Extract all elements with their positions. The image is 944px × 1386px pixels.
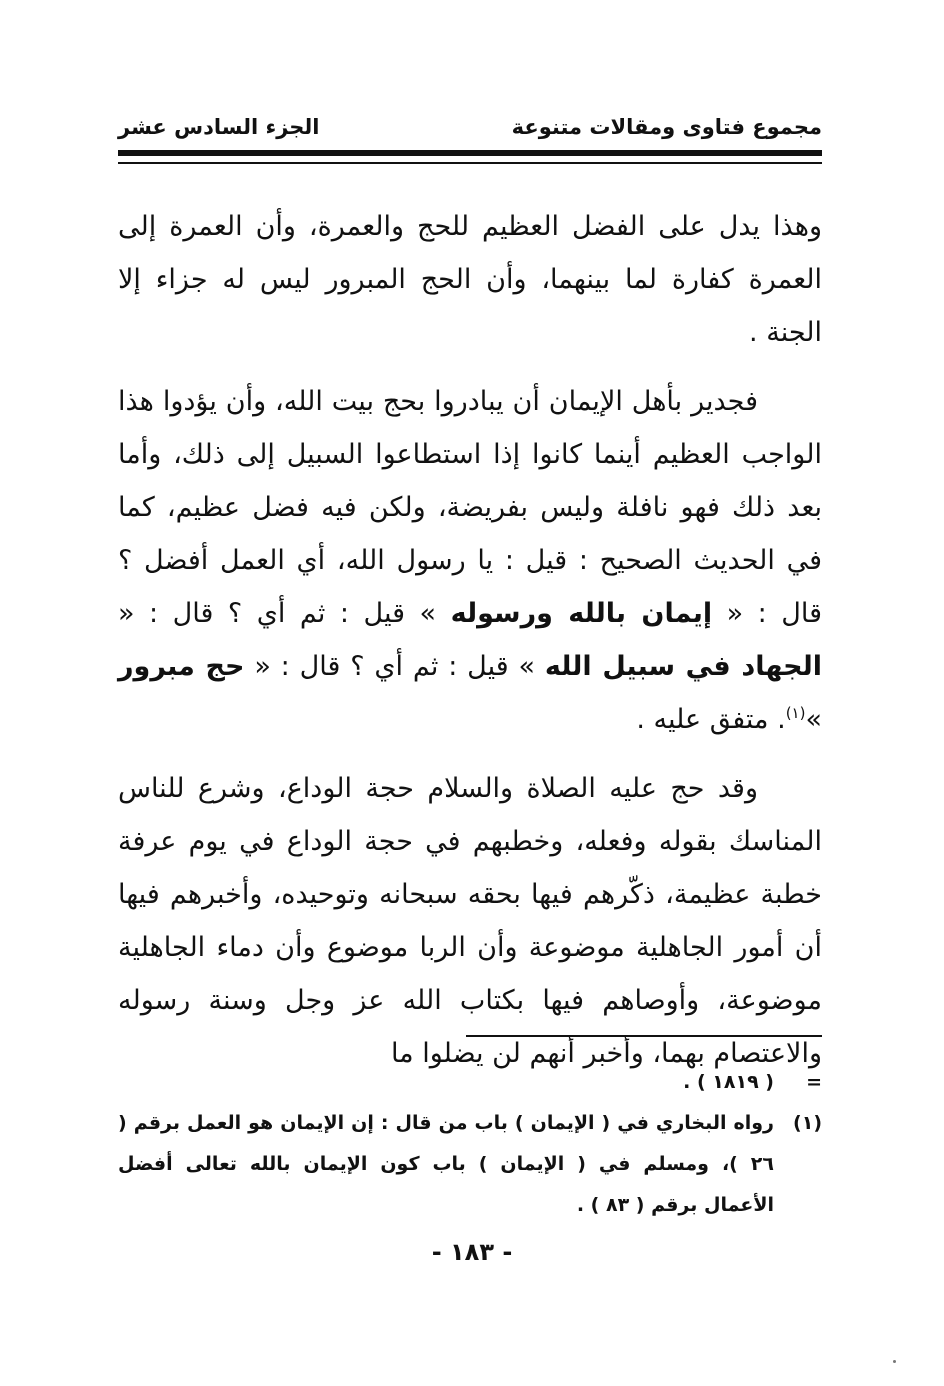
footnote-continuation-marker: = <box>806 1071 822 1093</box>
footnote-continuation <box>118 1062 822 1103</box>
footnote-separator <box>466 1035 822 1037</box>
footnotes <box>118 1062 822 1226</box>
running-header <box>118 112 822 142</box>
hadith-quote-1: إيمان بالله ورسوله <box>450 598 713 629</box>
paragraph-2 <box>118 375 822 746</box>
paragraph-2-text-c: » قيل : ثم أي ؟ قال : « <box>118 598 437 629</box>
volume-title: الجزء السادس عشر <box>118 115 320 139</box>
paragraph-2-text-e: » قيل : ثم أي ؟ قال : « <box>254 651 536 682</box>
page-number: - ١٨٣ - <box>431 1238 513 1266</box>
paragraph-2-text-h: . متفق عليه . <box>636 704 786 735</box>
footnote-reference[interactable]: (١) <box>785 704 806 722</box>
paragraph-2-text-g: » <box>805 704 822 735</box>
header-rule-thin <box>118 162 822 164</box>
scan-speck <box>893 1360 896 1363</box>
footnote-1-marker: (١) <box>793 1112 822 1134</box>
paragraph-1: وهذا يدل على الفضل العظيم للحج والعمرة، وأن العمرة إلى العمرة كفارة لما بينهما، وأن الحج المبرور ليس له جزاء إلا الجنة . <box>118 211 822 348</box>
book-title: مجموع فتاوى ومقالات متنوعة <box>511 115 822 139</box>
hadith-quote-2: الجهاد في سبيل الله <box>544 651 823 682</box>
paragraph-3: وقد حج عليه الصلاة والسلام حجة الوداع، وشرع للناس المناسك بقوله وفعله، وخطبهم في حجة الوداع في يوم عرفة خطبة عظيمة، ذكّرهم فيها بحقه سبحانه وتوحيده، وأخبرهم فيها أن أمور الجاهلية موضوعة وأن الربا موضوع وأن دماء الجاهلية موضوعة، وأوصاهم فيها بكتاب الله عز وجل وسنة رسوله والاعتصام بهما، وأخبر أنهم لن يضلوا ما <box>118 773 822 1069</box>
paragraph-2-text-a: فجدير بأهل الإيمان أن يبادروا بحج بيت الله، وأن يؤدوا هذا الواجب العظيم أينما كانوا إذا استطاعوا السبيل إلى ذلك، وأما بعد ذلك فهو نافلة وليس بفريضة، ولكن فيه فضل عظيم، كما في الحديث الصحيح : قيل : يا رسول الله، أي العمل أفضل ؟ قال : « <box>118 386 823 629</box>
footnote-1 <box>118 1103 822 1226</box>
footnote-continuation-text: ( ١٨١٩ ) . <box>683 1071 774 1093</box>
hadith-quote-3: حج مبرور <box>118 651 245 682</box>
footnote-1-text: رواه البخاري في ( الإيمان ) باب من قال : إن الإيمان هو العمل برقم ( ٢٦ )، ومسلم في ( الإيمان ) باب كون الإيمان بالله تعالى أفضل الأعمال برقم ( ٨٣ ) . <box>118 1112 774 1216</box>
header-rule-thick <box>118 150 822 156</box>
main-text <box>118 200 822 1096</box>
